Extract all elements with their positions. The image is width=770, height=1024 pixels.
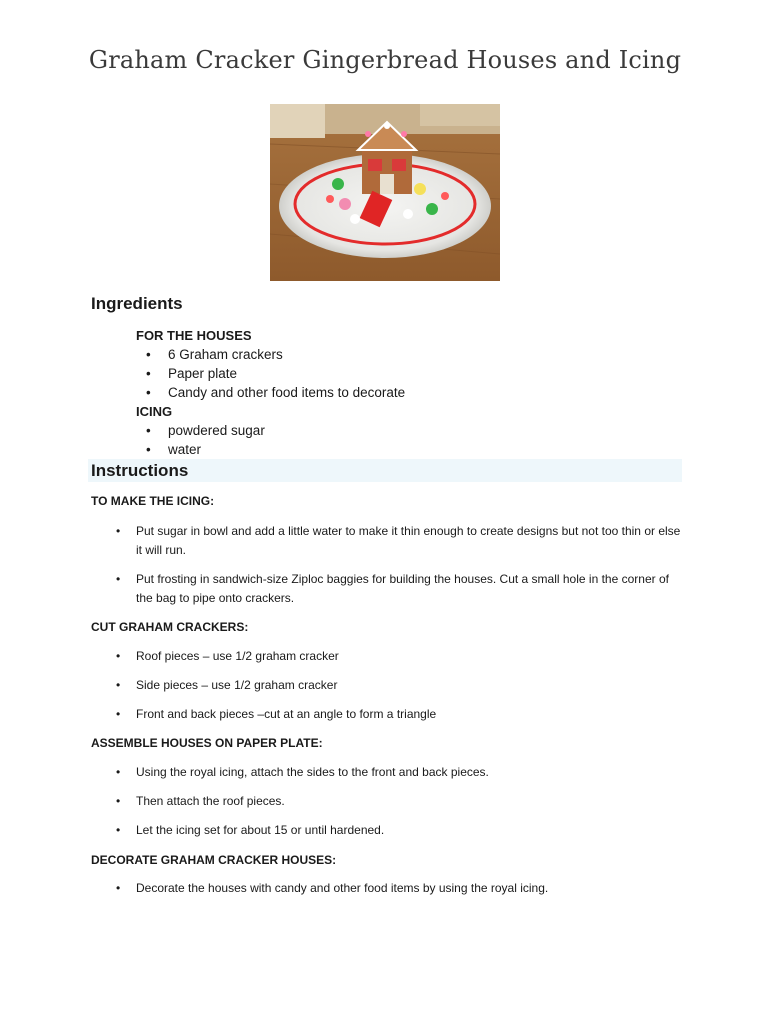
section-heading: DECORATE GRAHAM CRACKER HOUSES:: [91, 853, 337, 867]
bullet-icon: •: [116, 765, 121, 779]
step-text: Decorate the houses with candy and other food items by using the royal icing.: [136, 881, 549, 895]
bullet-icon: •: [116, 707, 121, 721]
list-item: • water: [146, 440, 265, 459]
list-item: • 6 Graham crackers: [146, 345, 405, 364]
step-text: Roof pieces – use 1/2 graham cracker: [136, 649, 339, 663]
step-text: Put sugar in bowl and add a little water to make it thin enough to create designs but not too thin or else it will run.: [136, 524, 681, 557]
gingerbread-house-photo: [270, 104, 500, 281]
list-item: • Candy and other food items to decorate: [146, 383, 405, 402]
section-heading: CUT GRAHAM CRACKERS:: [91, 620, 249, 634]
step-text: Side pieces – use 1/2 graham cracker: [136, 678, 338, 692]
list-item: [116, 570, 686, 608]
bullet-icon: •: [116, 823, 121, 837]
list-item: • Paper plate: [146, 364, 405, 383]
ingredients-list: [146, 345, 405, 402]
list-item: [116, 647, 686, 666]
ingredients-heading: Ingredients: [91, 294, 183, 313]
instructions-heading: Instructions: [91, 461, 189, 480]
section-heading: ASSEMBLE HOUSES ON PAPER PLATE:: [91, 736, 323, 750]
list-item: [116, 879, 686, 898]
ingredients-group-label: FOR THE HOUSES: [136, 328, 252, 343]
list-item: [116, 821, 686, 840]
step-text: Using the royal icing, attach the sides to the front and back pieces.: [136, 765, 489, 779]
step-text: Front and back pieces –cut at an angle to form a triangle: [136, 707, 437, 721]
step-text: Put frosting in sandwich-size Ziploc baggies for building the houses. Cut a small hole in the corner of the bag to pipe onto crackers.: [136, 572, 669, 605]
bullet-icon: •: [116, 881, 121, 895]
list-item: [116, 522, 686, 560]
bullet-icon: •: [116, 794, 121, 808]
list-item: [116, 676, 686, 695]
ingredients-group-label: ICING: [136, 404, 173, 419]
document-title: Graham Cracker Gingerbread Houses and Icing: [88, 46, 682, 74]
list-item: [116, 792, 686, 811]
list-item: [116, 763, 686, 782]
bullet-icon: •: [116, 678, 121, 692]
bullet-icon: •: [116, 572, 121, 586]
step-text: Then attach the roof pieces.: [136, 794, 285, 808]
list-item: [116, 705, 686, 724]
ingredients-list: [146, 421, 265, 459]
step-text: Let the icing set for about 15 or until hardened.: [136, 823, 385, 837]
list-item: • powdered sugar: [146, 421, 265, 440]
bullet-icon: •: [116, 524, 121, 538]
bullet-icon: •: [116, 649, 121, 663]
section-heading: TO MAKE THE ICING:: [91, 494, 215, 508]
